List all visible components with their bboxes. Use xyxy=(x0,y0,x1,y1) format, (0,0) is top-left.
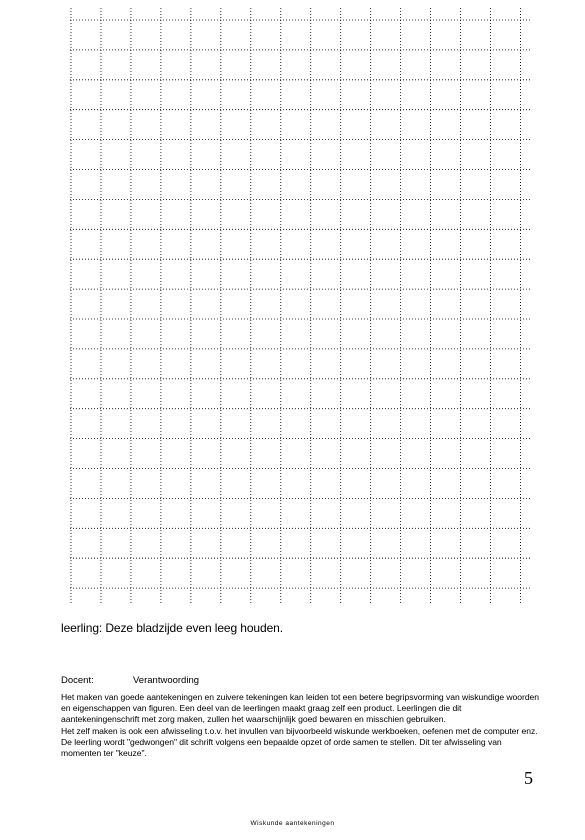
paragraph-2: Het zelf maken is ook een afwisseling t.o.v. het invullen van bijvoorbeeld wiskunde werkboeken, oefenen met de computer enz. xyxy=(61,725,538,736)
dotted-grid xyxy=(70,8,530,604)
docent-header xyxy=(61,675,199,686)
paragraph-3: De leerling wordt "gedwongen" dit schrift volgens een bepaalde opzet of orde samen te stellen. Dit ter afwisseling van momenten ter "keuze". xyxy=(61,736,502,759)
paragraph-1: Het maken van goede aantekeningen en zuivere tekeningen kan leiden tot een betere begripsvorming van wiskundige woorden en eigenschappen van figuren. Een deel van de leerlingen maakt graag zelf een product. Leerlingen die dit aantekeningenschrift met zorg maken, zullen het waarschijnlijk goed bewaren en misschien gebruiken. xyxy=(61,692,540,725)
student-note: leerling: Deze bladzijde even leeg houden. xyxy=(61,621,283,635)
docent-heading: Verantwoording xyxy=(133,675,200,686)
page-footer: Wiskunde aantekeningen xyxy=(250,820,335,827)
justification-text xyxy=(61,692,541,759)
docent-label: Docent: xyxy=(61,675,94,686)
page-number: 5 xyxy=(524,768,533,788)
